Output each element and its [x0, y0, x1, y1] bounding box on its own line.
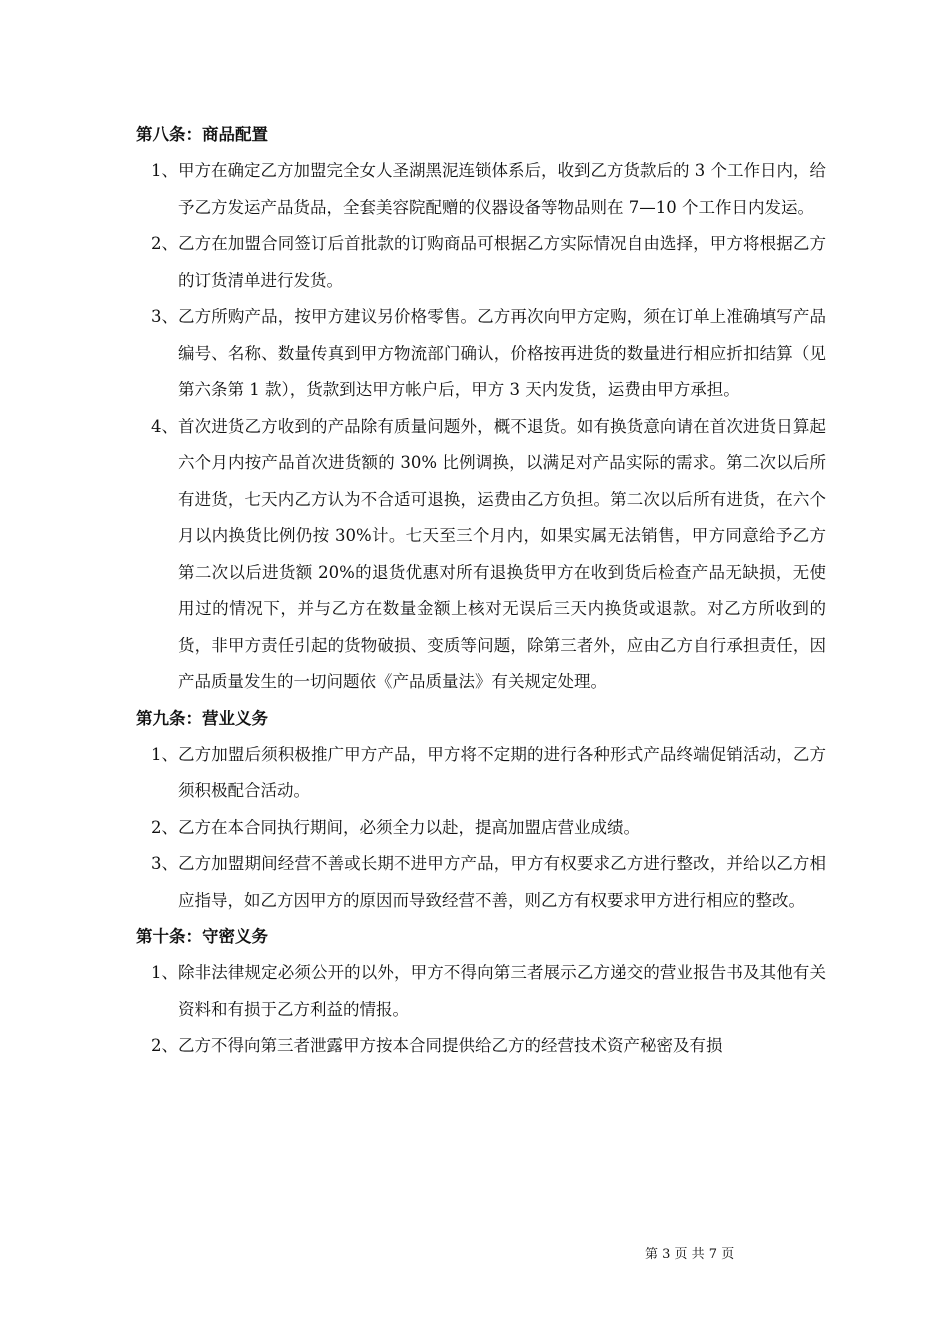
clause-number: 1、 — [151, 963, 178, 982]
clause-item — [136, 810, 826, 847]
clause-number: 1、 — [151, 744, 178, 764]
clause-text: 乙方所购产品，按甲方建议另价格零售。乙方再次向甲方定购，须在订单上准确填写产品编号、名称、数量传真到甲方物流部门确认，价格按再进货的数量进行相应折扣结算（见第六条第 1 款），货款到达甲方帐户后，甲方 3 天内发货，运费由甲方承担。 — [178, 307, 826, 399]
clause-number: 3、 — [151, 307, 178, 326]
clause-text: 除非法律规定必须公开的以外，甲方不得向第三者展示乙方递交的营业报告书及其他有关资料和有损于乙方利益的情报。 — [178, 963, 826, 1019]
section-heading: 第九条：营业义务 — [136, 708, 268, 728]
clause-item — [136, 299, 826, 409]
section-heading: 第八条：商品配置 — [136, 125, 268, 144]
clause-item — [136, 846, 826, 919]
section-9 — [136, 701, 826, 920]
clause-item — [136, 409, 826, 701]
clause-text: 乙方在加盟合同签订后首批款的订购商品可根据乙方实际情况自由选择，甲方将根据乙方的订货清单进行发货。 — [178, 234, 826, 290]
clause-number: 3、 — [151, 854, 178, 873]
clause-item — [136, 955, 826, 1028]
clause-text: 乙方不得向第三者泄露甲方按本合同提供给乙方的经营技术资产秘密及有损 — [178, 1036, 723, 1055]
clause-text: 乙方在本合同执行期间，必须全力以赴，提高加盟店营业成绩。 — [178, 817, 640, 837]
section-heading: 第十条：守密义务 — [136, 927, 268, 946]
clause-text: 乙方加盟期间经营不善或长期不进甲方产品，甲方有权要求乙方进行整改，并给以乙方相应指导，如乙方因甲方的原因而导致经营不善，则乙方有权要求甲方进行相应的整改。 — [178, 854, 826, 910]
document-body — [136, 117, 826, 1065]
clause-item — [136, 737, 826, 810]
clause-text: 甲方在确定乙方加盟完全女人圣湖黑泥连锁体系后，收到乙方货款后的 3 个工作日内，给予乙方发运产品货品，全套美容院配赠的仪器设备等物品则在 7—10 个工作日内发运。 — [178, 161, 826, 217]
section-10 — [136, 919, 826, 1065]
clause-number: 1、 — [151, 161, 178, 180]
page-number-footer: 第 3 页 共 7 页 — [645, 1247, 735, 1262]
clause-number: 2、 — [151, 1036, 178, 1055]
clause-text: 乙方加盟后须积极推广甲方产品，甲方将不定期的进行各种形式产品终端促销活动，乙方须积极配合活动。 — [178, 744, 826, 800]
clause-item — [136, 1028, 826, 1065]
clause-item — [136, 226, 826, 299]
clause-number: 2、 — [151, 234, 178, 253]
clause-text: 首次进货乙方收到的产品除有质量问题外，概不退货。如有换货意向请在首次进货日算起六个月内按产品首次进货额的 30% 比例调换，以满足对产品实际的需求。第二次以后所有进货，七天内乙方认为不合适可退换，运费由乙方负担。第二次以后所有进货，在六个月以内换货比例仍按 30%计。七天至三个月内，如果实属无法销售，甲方同意给予乙方第二次以后进货额 20%的退货优惠对所有退换货甲方在收到货后检查产品无缺损，无使用过的情况下，并与乙方在数量金额上核对无误后三天内换货或退款。对乙方所收到的货，非甲方责任引起的货物破损、变质等问题，除第三者外，应由乙方自行承担责任，因产品质量发生的一切问题依《产品质量法》有关规定处理。 — [178, 416, 826, 691]
clause-number: 4、 — [151, 416, 178, 436]
clause-number: 2、 — [151, 817, 178, 837]
section-8 — [136, 117, 826, 701]
clause-item — [136, 153, 826, 226]
